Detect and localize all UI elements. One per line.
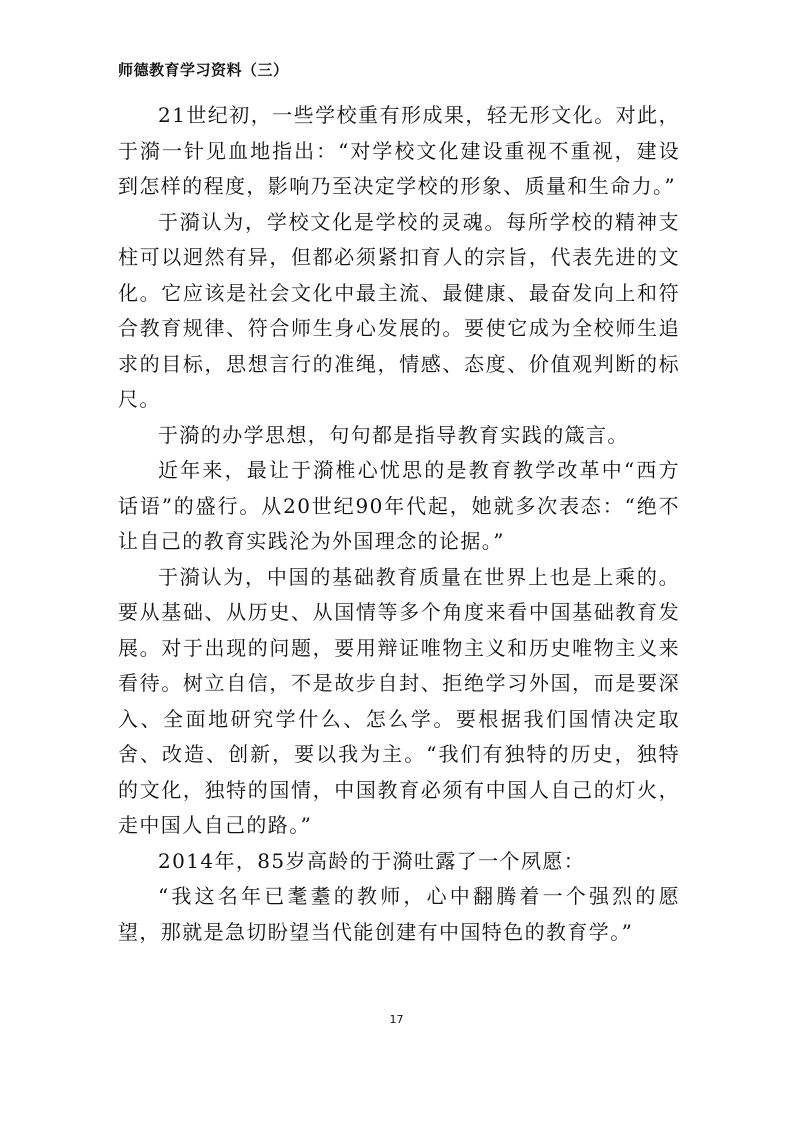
paragraph: 21世纪初，一些学校重有形成果，轻无形文化。对此，于漪一针见血地指出：“对学校文化建设重视不重视，建设到怎样的程度，影响乃至决定学校的形象、质量和生命力。” [118,103,680,198]
paragraph: “我这名年已耄耋的教师，心中翻腾着一个强烈的愿望，那就是急切盼望当代能创建有中国特色的教育学。” [118,884,680,944]
page-number: 17 [389,1013,404,1026]
document-body [118,98,680,950]
paragraph: 近年来，最让于漪椎心忧思的是教育教学改革中“西方话语”的盛行。从20世纪90年代起，她就多次表态：“绝不让自己的教育实践沦为外国理念的论据。” [118,458,680,553]
document-header: 师德教育学习资料（三） [118,61,289,79]
paragraph: 于漪的办学思想，句句都是指导教育实践的箴言。 [158,422,629,447]
paragraph: 于漪认为，中国的基础教育质量在世界上也是上乘的。要从基础、从历史、从国情等多个角度来看中国基础教育发展。对于出现的问题，要用辩证唯物主义和历史唯物主义来看待。树立自信，不是故步自封、拒绝学习外国，而是要深入、全面地研究学什么、怎么学。要根据我们国情决定取舍、改造、创新，要以我为主。“我们有独特的历史，独特的文化，独特的国情，中国教育必须有中国人自己的灯火，走中国人自己的路。” [118,564,680,837]
paragraph: 于漪认为，学校文化是学校的灵魂。每所学校的精神支柱可以迥然有异，但都必须紧扣育人的宗旨，代表先进的文化。它应该是社会文化中最主流、最健康、最奋发向上和符合教育规律、符合师生身心发展的。要使它成为全校师生追求的目标，思想言行的准绳，情感、态度、价值观判断的标尺。 [118,209,680,411]
paragraph: 2014年，85岁高龄的于漪吐露了一个夙愿： [158,848,586,873]
